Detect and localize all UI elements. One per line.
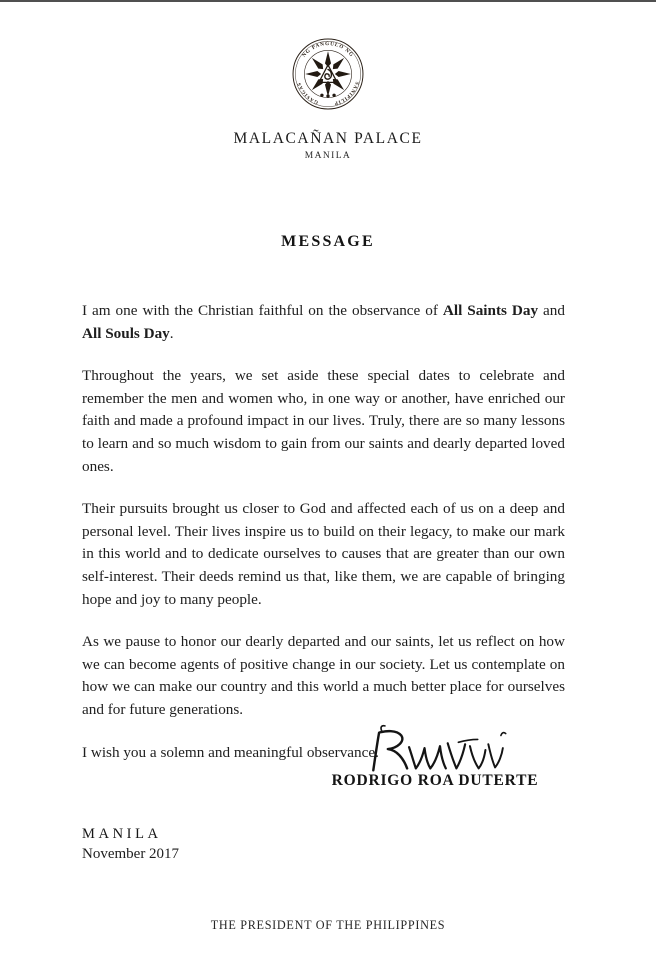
place-of-issue: MANILA <box>82 826 162 842</box>
svg-text:GASIGAS: GASIGAS <box>297 81 320 105</box>
paragraph-3: Their pursuits brought us closer to God and affected each of us on a deep and personal level. Their lives inspire us to build on their legacy, to make our mark in this world and to dedicate ourselves to causes that are greater than our own self-interest. Their deeds remind us that, like them, we are capable of bringing hope and joy to many people. <box>82 500 565 608</box>
svg-text:NG PANGULO NG: NG PANGULO NG <box>301 41 355 59</box>
footer-office-title: THE PRESIDENT OF THE PHILIPPINES <box>210 918 446 932</box>
paragraph-2: Throughout the years, we set aside these special dates to celebrate and remember the men and women who, in one way or another, have enriched our faith and made a profound impact in our lives. Truly, there are so many lessons to learn and so much wisdom to gain from our saints and dearly departed loved ones. <box>82 367 565 475</box>
emphasis-text: All Souls Day <box>82 324 170 342</box>
seal-container <box>0 36 656 112</box>
paragraph-5: I wish you a solemn and meaningful observance. <box>82 743 379 761</box>
paragraph-1: I am one with the Christian faithful on the observance of All Saints Day and All Souls Day. <box>82 302 565 342</box>
place-date-block <box>82 826 179 863</box>
palace-city: MANILA <box>304 151 352 162</box>
scan-top-edge <box>0 0 656 2</box>
message-body <box>82 300 565 764</box>
presidential-seal-icon <box>290 36 366 112</box>
letterhead <box>0 0 656 161</box>
paragraph-4: As we pause to honor our dearly departed and our saints, let us reflect on how we can become agents of positive change in our society. Let us contemplate on how we can make our country and this world a much better place for ourselves and for future generations. <box>82 633 565 718</box>
signature-block <box>300 728 570 790</box>
emphasis-text: All Saints Day <box>442 302 539 319</box>
palace-name: MALACAÑAN PALACE <box>233 130 423 147</box>
svg-text:SANIPILIP: SANIPILIP <box>333 80 359 106</box>
signatory-name: RODRIGO ROA DUTERTE <box>331 772 539 789</box>
date-of-issue: November 2017 <box>82 845 180 862</box>
document-title: MESSAGE <box>281 233 375 251</box>
